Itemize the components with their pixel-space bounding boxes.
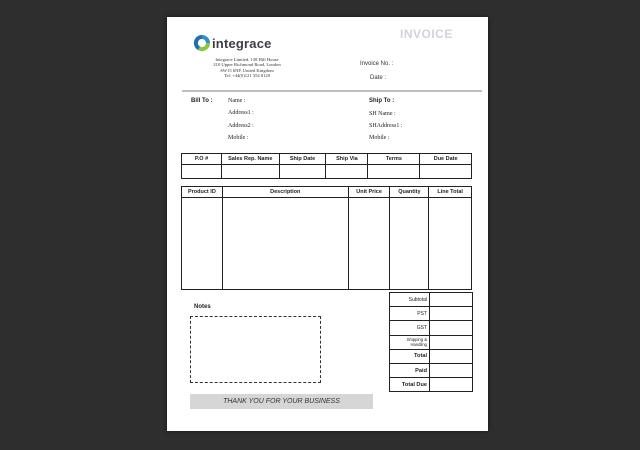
subtotal-label: Subtotal — [390, 293, 430, 307]
notes-box — [190, 316, 321, 383]
col-sales-rep: Sales Rep. Name — [221, 154, 279, 165]
shipping-value — [430, 335, 473, 349]
notes-label: Notes — [194, 304, 211, 310]
gst-value — [430, 321, 473, 335]
col-po: P.O # — [182, 154, 222, 165]
ship-address1-label: SHAddress1 : — [369, 123, 403, 129]
product-id-cell — [182, 198, 223, 290]
company-address — [187, 57, 307, 79]
brand-name: integrace — [212, 36, 272, 51]
bill-address1-label: Address1 : — [228, 110, 254, 116]
address-line: Tel: +44(0)121 354 8120 — [223, 73, 271, 79]
col-product-id: Product ID — [182, 187, 223, 198]
subtotal-value — [430, 293, 473, 307]
ship-mobile-label: Mobile : — [369, 135, 390, 141]
pst-value — [430, 307, 473, 321]
total-due-label: Total Due — [390, 378, 430, 392]
description-cell — [222, 198, 348, 290]
po-value — [182, 165, 222, 179]
header-divider — [182, 90, 482, 92]
thank-you-banner: THANK YOU FOR YOUR BUSINESS — [190, 394, 373, 409]
integrace-logo-icon — [193, 34, 211, 52]
gst-label: GST — [390, 321, 430, 335]
ship-name-label: SH Name : — [369, 111, 396, 117]
bill-name-label: Name : — [228, 98, 246, 104]
address-line: 210 Upper Richmond Road, London — [213, 62, 281, 68]
date-label: Date : — [370, 75, 387, 81]
bill-mobile-label: Mobile : — [228, 135, 249, 141]
invoice-title: INVOICE — [400, 27, 453, 41]
line-total-cell — [429, 198, 472, 290]
bill-address2-label: Address2 : — [228, 123, 254, 129]
ship-via-value — [326, 165, 368, 179]
col-due-date: Due Date — [420, 154, 472, 165]
unit-price-cell — [348, 198, 390, 290]
col-unit-price: Unit Price — [348, 187, 390, 198]
col-ship-via: Ship Via — [326, 154, 368, 165]
col-terms: Terms — [368, 154, 420, 165]
col-line-total: Line Total — [429, 187, 472, 198]
col-ship-date: Ship Date — [279, 154, 326, 165]
total-value — [430, 349, 473, 363]
quantity-cell — [390, 198, 429, 290]
shipping-label: Shipping & Handling — [390, 335, 430, 349]
col-quantity: Quantity — [390, 187, 429, 198]
line-items-table — [181, 186, 472, 290]
address-line: SW15 6NP, United Kingdom — [220, 67, 274, 73]
totals-table — [389, 292, 473, 392]
terms-value — [368, 165, 420, 179]
ship-to-heading: Ship To : — [369, 98, 395, 104]
invoice-page — [167, 17, 488, 431]
total-label: Total — [390, 349, 430, 363]
sales-rep-value — [221, 165, 279, 179]
address-line: Integrace Limited, 138 Hill House — [215, 57, 279, 62]
ship-date-value — [279, 165, 326, 179]
invoice-no-label: Invoice No. : — [360, 61, 394, 67]
bill-to-heading: Bill To : — [191, 98, 213, 104]
paid-value — [430, 363, 473, 377]
order-info-table — [181, 153, 472, 179]
total-due-value — [430, 378, 473, 392]
paid-label: Paid — [390, 363, 430, 377]
company-logo — [193, 34, 293, 56]
due-date-value — [420, 165, 472, 179]
col-description: Description — [222, 187, 348, 198]
pst-label: PST — [390, 307, 430, 321]
